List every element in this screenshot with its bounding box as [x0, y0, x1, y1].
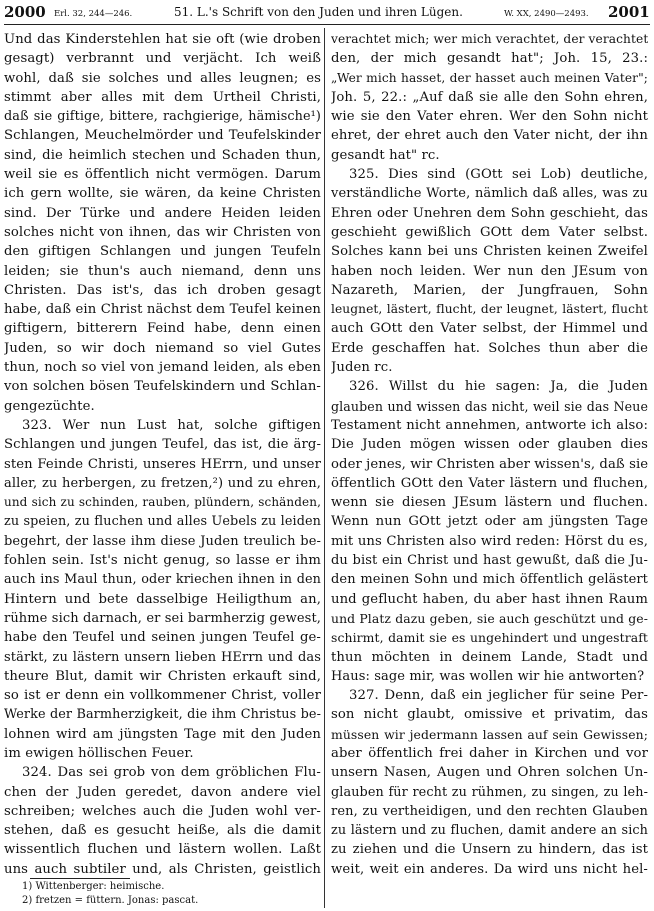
text-line: gengezüchte. [4, 398, 95, 414]
text-line: zu speien, zu fluchen und alles Uebels zu leiden [4, 514, 321, 530]
text-line: theure Blut, damit wir Christen erkauft sind, [4, 668, 321, 684]
text-line: thun, noch so viel von jemand leiden, als eben [4, 360, 321, 376]
text-line: Und das Kinderstehlen hat sie oft (wie droben [4, 32, 321, 47]
text-line: Ehren oder Unehren dem Sohn geschieht, das [331, 205, 648, 221]
text-line: müssen wir jedermann lassen auf sein Gewissen; [331, 726, 648, 742]
text-line: den, der mich gesandt hat"; Joh. 15, 23.: [331, 51, 648, 67]
text-line: Haus: sage mir, was wollen wir hie antworten? [331, 668, 645, 684]
text-line: 325. Dies sind (GOtt sei Lob) deutliche, [349, 167, 648, 183]
text-line: glauben und wissen das nicht, weil sie das Neue [331, 398, 648, 414]
text-line: verständliche Worte, nämlich daß alles, was zu [331, 186, 648, 202]
text-line: unsern Nasen, Augen und Ohren solchen Un- [331, 765, 648, 781]
text-line: geschieht gewißlich GOtt dem Vater selbst. [331, 224, 648, 240]
text-line: sten Feinde Christi, unseres HErrn, und unser [4, 456, 321, 472]
text-line: sind. Der Türke und andere Heiden leiden [4, 205, 321, 221]
text-line: Nazareth, Marien, der Jungfrauen, Sohn [331, 282, 648, 298]
text-line: wissentlich fluchen und lästern wollen. Laßt [4, 842, 321, 858]
text-line: und Platz dazu geben, sie auch geschützt und ge- [331, 610, 648, 626]
footnote-rule [30, 878, 130, 879]
text-line: Hintern und bete dasselbige Heiligthum an, [4, 591, 321, 607]
text-line: stärkt, zu lästern unsern lieben HErrn und das [4, 649, 321, 665]
right-page-number: 2001 [608, 3, 650, 21]
text-line: auch ins Maul thun, oder kriechen ihnen in den [4, 572, 321, 588]
text-line: weit, weit ein anderes. Da wird uns nicht hel- [331, 861, 648, 877]
text-line: fohlen sein. Ist's nicht genug, so lasse er ihm [4, 553, 321, 569]
text-line: mit uns Christen also wird reden: Hörst du es, [331, 533, 648, 549]
text-line: verachtet mich; wer mich verachtet, der verachtet [331, 32, 648, 46]
text-line: Wenn nun GOtt jetzt oder am jüngsten Tage [331, 514, 648, 530]
text-line: 326. Willst du hie sagen: Ja, die Juden [349, 379, 648, 395]
text-line: leugnet, lästert, flucht, der leugnet, lästert, flucht [331, 302, 648, 317]
text-line: schirmt, damit sie es ungehindert und ungestraft [331, 630, 648, 646]
text-line: gesagt) verbrannt und verjächt. Ich weiß [4, 51, 321, 67]
text-line: glauben für recht zu rühmen, zu singen, zu leh- [331, 784, 648, 800]
footnote-2: 2) fretzen = füttern. Jonas: pascat. [22, 895, 199, 906]
text-line: thun möchten in deinem Lande, Stadt und [331, 649, 648, 665]
text-line: aber öffentlich frei daher in Kirchen und vor [331, 745, 648, 761]
text-line: zu ziehen und die Unsern zu hindern, das ist [331, 842, 648, 858]
text-line: ren, zu vertheidigen, und den rechten Glauben [331, 803, 648, 819]
text-line: lohnen wird am jüngsten Tage mit den Juden [4, 726, 321, 742]
text-line: habe, daß ein Christ nächst dem Teufel keinen [4, 302, 321, 318]
text-line: Juden rc. [331, 360, 393, 376]
text-line: son nicht glaubt, omissive et privatim, das [331, 707, 648, 723]
text-line: solches nicht von ihnen, das wir Christen von [4, 224, 321, 240]
text-line: 323. Wer nun Lust hat, solche giftigen [22, 417, 321, 433]
text-line: den meinen Sohn und mich öffentlich gelästert [331, 572, 648, 588]
text-line: Solches kann bei uns Christen keinen Zweifel [331, 244, 648, 260]
text-line: weil sie es öffentlich nicht vermögen. Darum [4, 167, 321, 183]
text-line: so ist er denn ein vollkommener Christ, voller [4, 688, 321, 704]
text-line: daß sie giftige, bittere, rachgierige, hämische¹) [4, 109, 321, 125]
text-line: begehrt, der lasse ihm diese Juden treulich be- [4, 533, 321, 549]
text-line: auch GOtt den Vater selbst, der Himmel und [331, 321, 648, 337]
text-line: haben noch leiden. Wer nun den JEsum von [331, 263, 648, 279]
text-line: Erde geschaffen hat. Solches thun aber die [331, 340, 648, 356]
text-line: Die Juden mögen wissen oder glauben dies [331, 437, 648, 453]
right-edition-reference: W. XX, 2490—2493. [504, 9, 589, 19]
right-text-column [331, 30, 648, 878]
text-line: oder jenes, wir Christen aber wissen's, daß sie [331, 456, 648, 472]
text-line: im ewigen höllischen Feuer. [4, 745, 194, 761]
text-line: Juden, so wir doch niemand so viel Gutes [4, 340, 321, 356]
text-line: gesandt hat" rc. [331, 147, 440, 163]
text-line: Schlangen und jungen Teufel, das ist, die ärg- [4, 437, 321, 453]
text-line: wie sie den Vater ehren. Wer den Sohn nicht [331, 109, 648, 125]
text-line: Testament nicht annehmen, antworte ich also: [331, 417, 648, 433]
text-line: öffentlich GOtt den Vater lästern und fluchen, [331, 475, 648, 491]
text-line: „Wer mich hasset, der hasset auch meinen Vater"; [331, 70, 648, 85]
text-line: habe den Teufel und seinen jungen Teufel ge- [4, 630, 321, 646]
left-edition-reference: Erl. 32, 244—246. [54, 9, 133, 19]
text-line: rühme sich darnach, er sei barmherzig gewest, [4, 610, 321, 626]
text-line: 324. Das sei grob von dem gröblichen Flu- [22, 765, 321, 781]
left-text-column [4, 30, 321, 878]
text-line: du bist ein Christ und hast gewußt, daß die Ju- [331, 553, 648, 569]
text-line: und sich zu schinden, rauben, plündern, schänden, [4, 495, 321, 510]
text-line: wenn sie diesen JEsum lästern und fluchen. [331, 495, 648, 511]
text-line: chen der Juden geredet, davon andere viel [4, 784, 321, 800]
column-divider [324, 28, 325, 908]
text-line: und geflucht haben, du aber hast ihnen Raum [331, 591, 648, 607]
text-line: zu lästern und zu fluchen, damit andere an sich [331, 823, 648, 839]
text-line: sind, die heimlich stechen und Schaden thun, [4, 147, 321, 163]
text-line: leiden; sie thun's auch niemand, denn uns [4, 263, 321, 279]
footnote-1: 1) Wittenberger: heimische. [22, 881, 165, 892]
text-line: Werke der Barmherzigkeit, die ihm Christus be- [4, 707, 321, 723]
text-line: Christen. Das ist's, das ich droben gesagt [4, 282, 321, 298]
text-line: 327. Denn, daß ein jeglicher für seine Per- [349, 688, 648, 704]
text-line: uns auch subtiler und, als Christen, geistlich [4, 861, 321, 877]
text-line: stehen, daß es gesucht heiße, als die damit [4, 823, 321, 839]
text-line: ich gern wollte, sie wären, da keine Christen [4, 186, 321, 202]
running-header [4, 2, 650, 25]
text-line: von solchen bösen Teufelskindern und Schlan- [4, 379, 321, 395]
text-line: stimmt aber alles mit dem Urtheil Christi, [4, 89, 321, 105]
text-line: ehret, der ehret auch den Vater nicht, der ihn [331, 128, 648, 144]
text-line: schreiben; welches auch die Juden wohl ver- [4, 803, 321, 819]
page-title: 51. L.'s Schrift von den Juden und ihren Lügen. [174, 5, 463, 19]
text-line: giftigern, bitterern Feind habe, denn einen [4, 321, 321, 337]
text-line: aller, zu herbergen, zu fretzen,²) und zu ehren, [4, 475, 321, 491]
left-page-number: 2000 [4, 3, 46, 21]
text-line: wohl, daß sie solches und alles leugnen; es [4, 70, 321, 86]
text-line: Schlangen, Meuchelmörder und Teufelskinder [4, 128, 321, 144]
text-line: Joh. 5, 22.: „Auf daß sie alle den Sohn ehren, [331, 89, 648, 105]
text-line: den giftigen Schlangen und jungen Teufeln [4, 244, 321, 260]
